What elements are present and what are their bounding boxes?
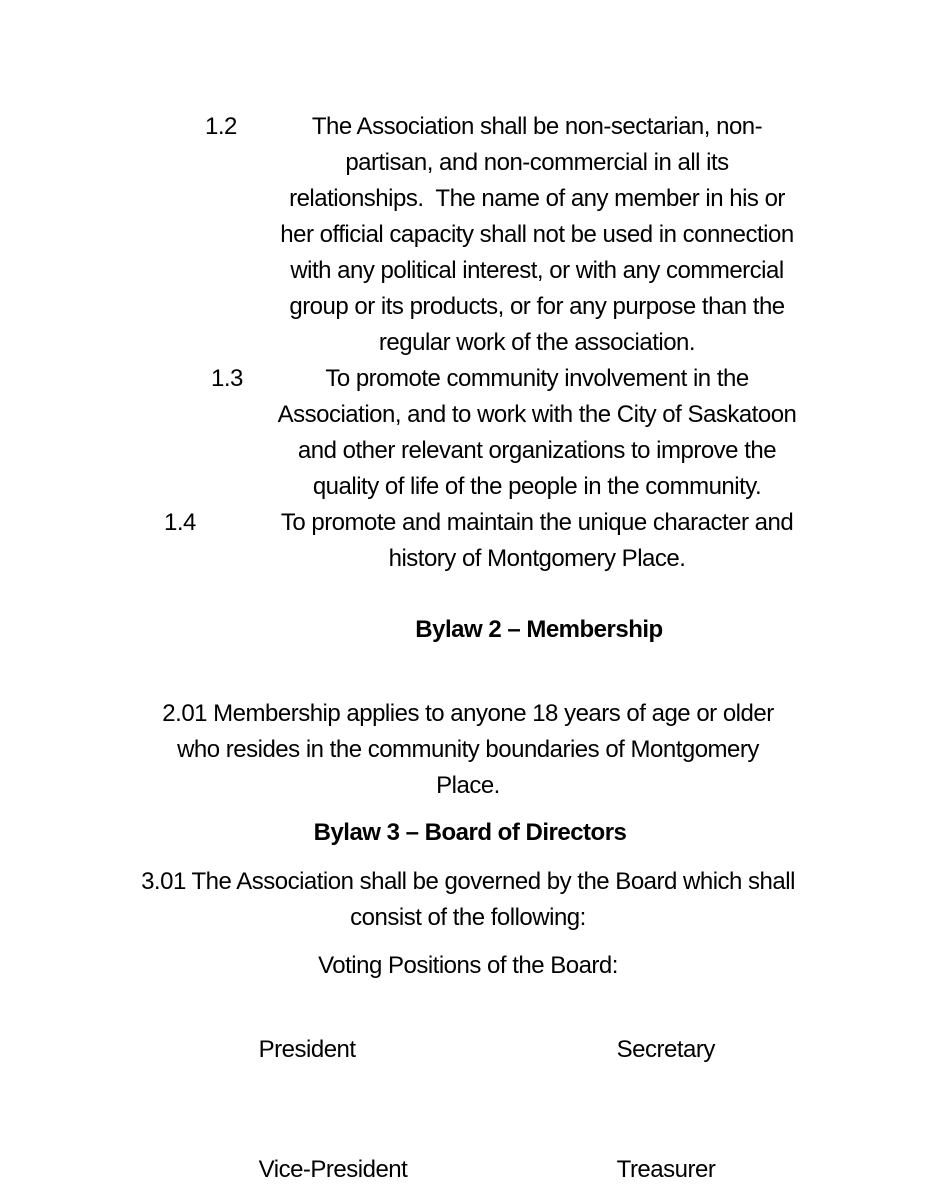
body-line: To promote and maintain the unique character and bbox=[280, 509, 794, 536]
body-line: To promote community involvement in the bbox=[325, 365, 749, 392]
body-line: and other relevant organizations to improve the bbox=[297, 437, 777, 464]
body-line: history of Montgomery Place. bbox=[388, 545, 686, 572]
body-line: group or its products, or for any purpose than the bbox=[289, 293, 785, 320]
board-position-secretary: Secretary bbox=[616, 1036, 715, 1063]
body-line: The Association shall be non-sectarian, non- bbox=[311, 113, 763, 140]
list-item-1-2 bbox=[205, 109, 837, 361]
body-line: Place. bbox=[436, 772, 500, 799]
board-positions-row bbox=[0, 1116, 927, 1200]
list-item-number-1-3: 1.3 bbox=[211, 365, 243, 392]
board-positions-row bbox=[0, 996, 927, 1104]
voting-positions-label: Voting Positions of the Board: bbox=[318, 952, 618, 979]
list-item-number-1-2: 1.2 bbox=[205, 113, 237, 140]
body-line: her official capacity shall not be used in connection bbox=[280, 221, 794, 248]
clause-3-01 bbox=[88, 864, 848, 936]
body-line: 2.01 Membership applies to anyone 18 years of age or older bbox=[162, 700, 774, 727]
body-line: relationships. The name of any member in his or bbox=[289, 185, 785, 212]
body-line: regular work of the association. bbox=[378, 329, 696, 356]
board-position-president: President bbox=[258, 1036, 356, 1063]
board-position-vice-president: Vice-President bbox=[258, 1156, 408, 1183]
body-line: Association, and to work with the City of Saskatoon bbox=[277, 401, 797, 428]
body-line: partisan, and non-commercial in all its bbox=[345, 149, 729, 176]
list-item-1-3 bbox=[211, 361, 837, 505]
board-position-treasurer: Treasurer bbox=[616, 1156, 716, 1183]
body-line: with any political interest, or with any commercial bbox=[290, 257, 784, 284]
clause-2-01 bbox=[88, 696, 848, 804]
list-item-1-4 bbox=[164, 505, 837, 577]
section-heading-bylaw-2: Bylaw 2 – Membership bbox=[415, 616, 663, 643]
section-heading-bylaw-3: Bylaw 3 – Board of Directors bbox=[313, 819, 627, 846]
list-item-number-1-4: 1.4 bbox=[164, 509, 196, 536]
body-line: consist of the following: bbox=[350, 904, 586, 931]
body-line: 3.01 The Association shall be governed by the Board which shall bbox=[141, 868, 795, 895]
body-line: who resides in the community boundaries of Montgomery bbox=[177, 736, 759, 763]
body-line: quality of life of the people in the community. bbox=[312, 473, 762, 500]
